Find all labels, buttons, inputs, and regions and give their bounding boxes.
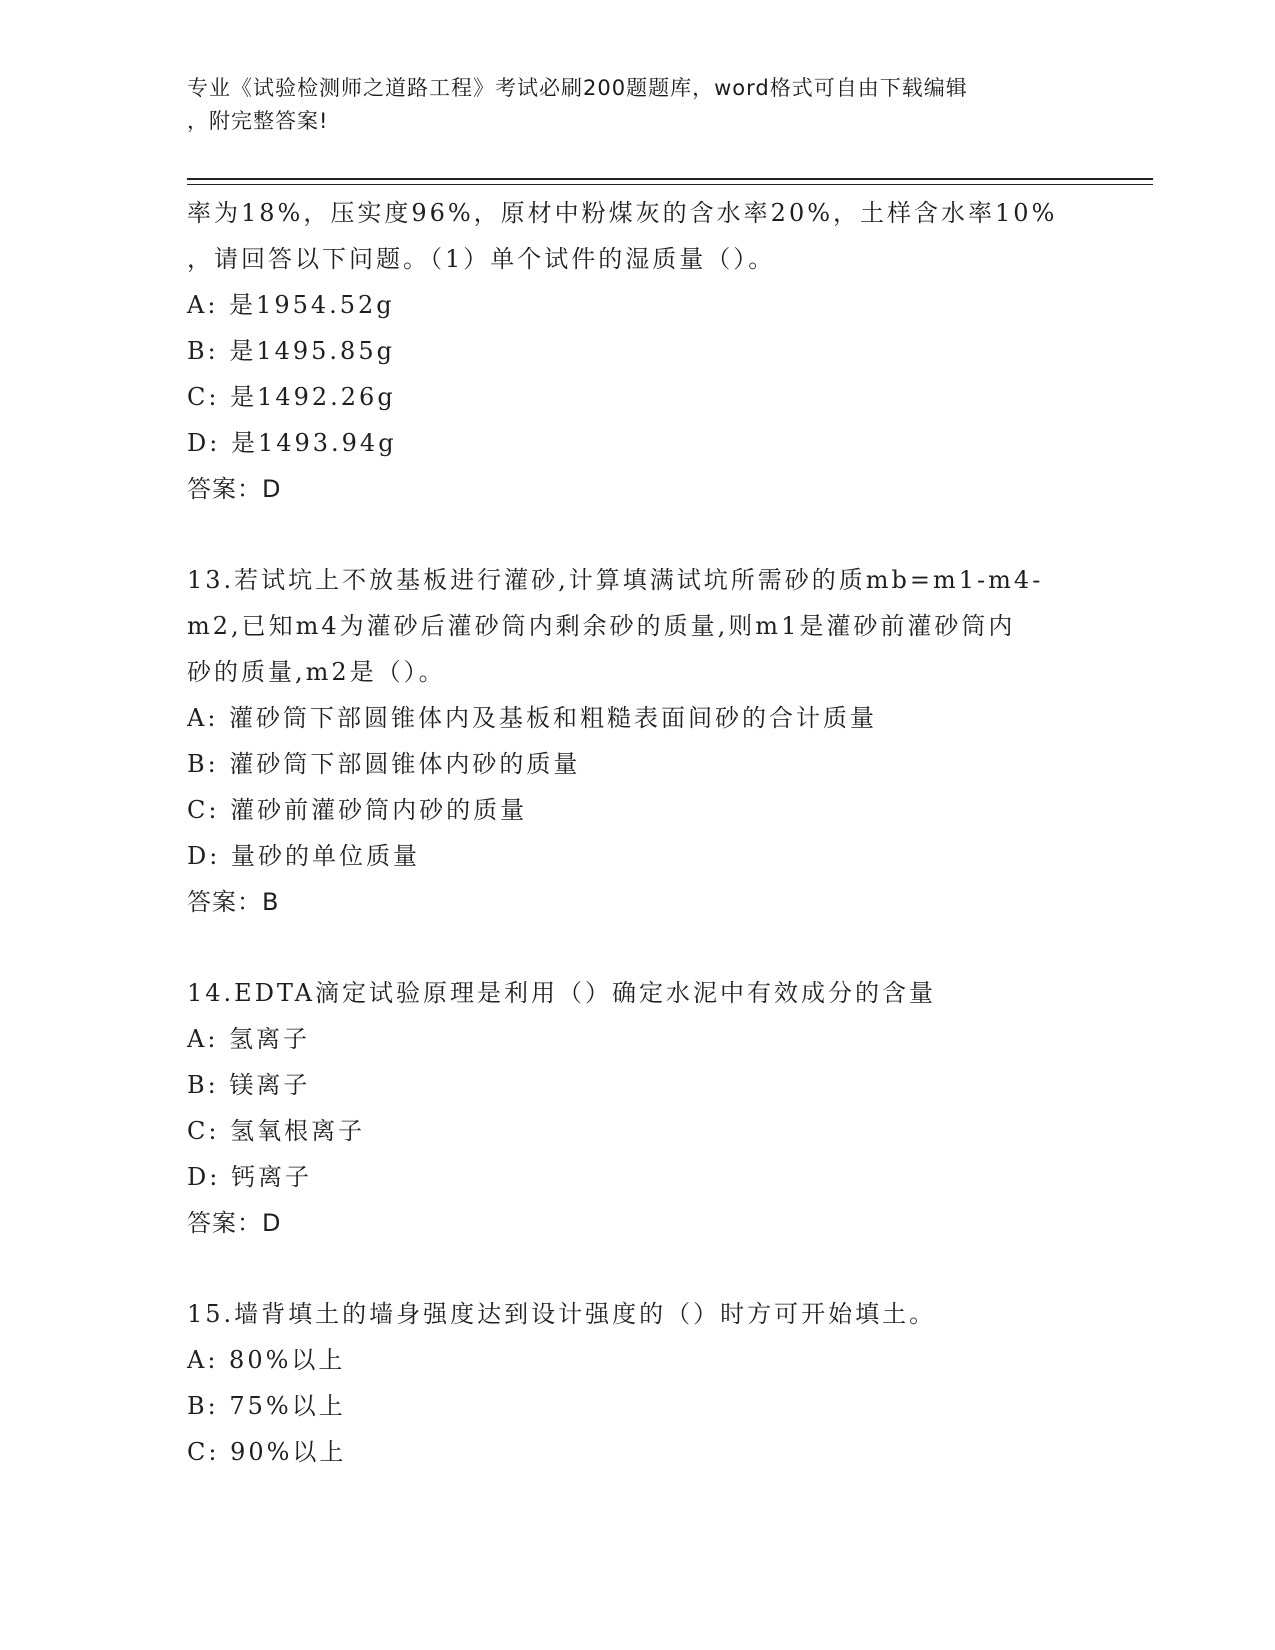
question-text: m2,已知m4为灌砂后灌砂筒内剩余砂的质量,则m1是灌砂前灌砂筒内 [187,612,1016,640]
header-rule-thick [187,178,1153,180]
question-13 [187,557,1127,925]
header-line-1: 专业《试验检测师之道路工程》考试必刷200题题库，word格式可自由下载编辑 [187,76,968,100]
option-b: B: 灌砂筒下部圆锥体内砂的质量 [187,750,581,778]
option-a: A: 灌砂筒下部圆锥体内及基板和粗糙表面间砂的合计质量 [187,704,878,732]
option-b: B: 75%以上 [187,1392,346,1420]
answer-line: 答案：B [187,888,280,916]
question-15 [187,1291,1127,1475]
option-b: B: 镁离子 [187,1071,311,1099]
option-d: D: 钙离子 [187,1163,312,1191]
option-d: D: 是1493.94g [187,429,397,457]
question-text: 15.墙背填土的墙身强度达到设计强度的（）时方可开始填土。 [187,1300,937,1328]
option-c: C: 灌砂前灌砂筒内砂的质量 [187,796,528,824]
option-a: A: 氢离子 [187,1025,311,1053]
question-text: 率为18%，压实度96%，原材中粉煤灰的含水率20%，土样含水率10% [187,199,1058,227]
question-12 [187,190,1127,512]
answer-line: 答案：D [187,1209,282,1237]
page-header [187,72,1067,138]
header-rule-thin [187,184,1153,185]
question-text: 砂的质量,m2是（）。 [187,658,446,686]
option-c: C: 氢氧根离子 [187,1117,366,1145]
question-text: ，请回答以下问题。（1）单个试件的湿质量（）。 [187,245,776,273]
answer-line: 答案：D [187,475,282,503]
question-text: 14.EDTA滴定试验原理是利用（）确定水泥中有效成分的含量 [187,979,936,1007]
option-a: A: 80%以上 [187,1346,346,1374]
option-c: C: 是1492.26g [187,383,396,411]
option-b: B: 是1495.85g [187,337,395,365]
option-a: A: 是1954.52g [187,291,395,319]
option-d: D: 量砂的单位质量 [187,842,420,870]
option-c: C: 90%以上 [187,1438,347,1466]
question-text: 13.若试坑上不放基板进行灌砂,计算填满试坑所需砂的质mb=m1-m4- [187,566,1044,594]
question-list [187,190,1127,1475]
header-line-2: ，附完整答案! [187,109,329,133]
question-14 [187,970,1127,1246]
